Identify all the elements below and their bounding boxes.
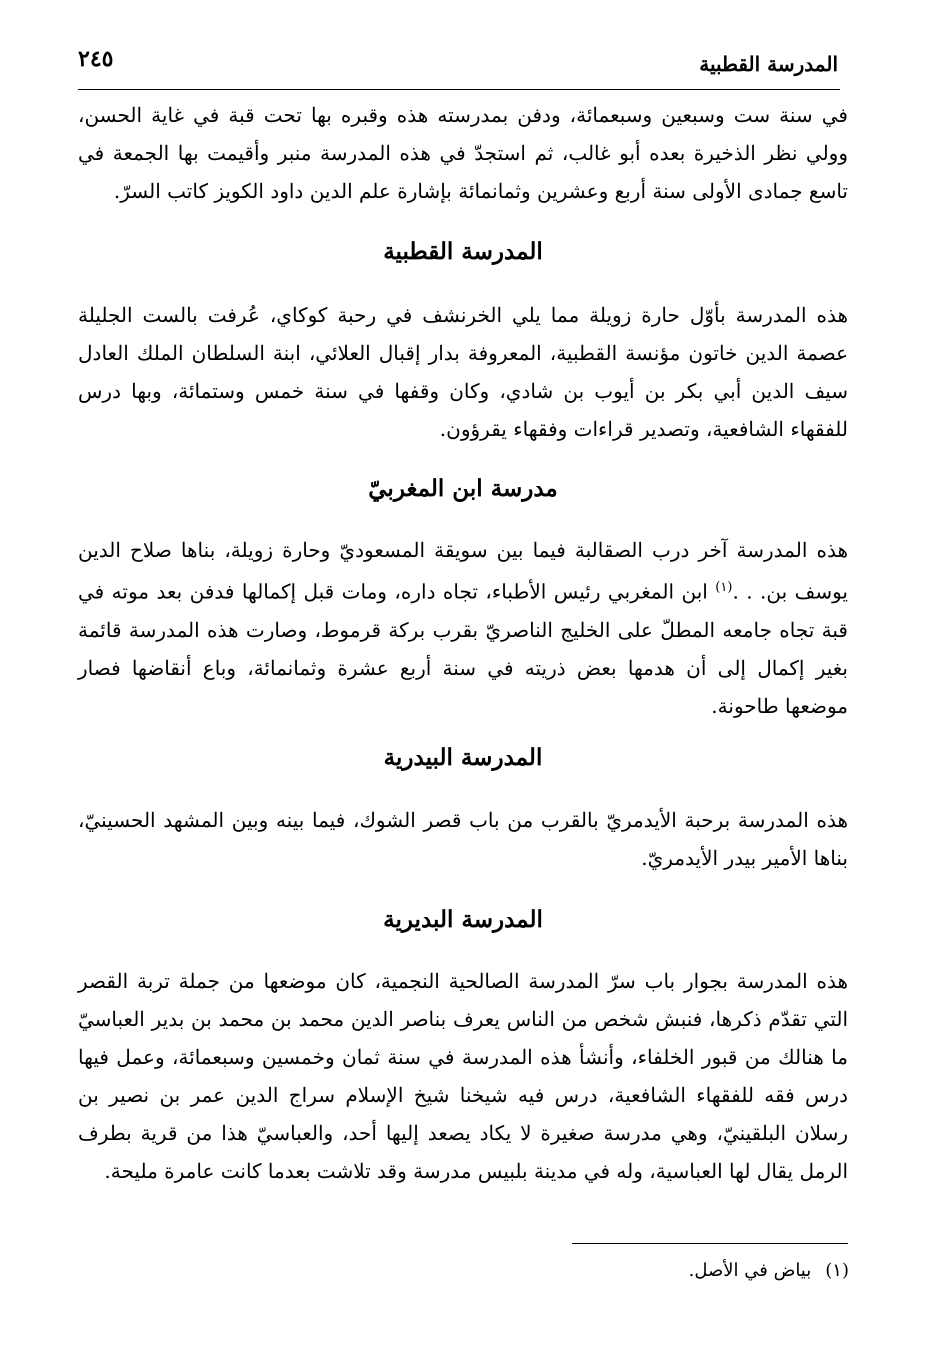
section-text-part-2: ابن المغربي رئيس الأطباء، تجاه داره، ومات قبل إكمالها فدفن بعد موته في قبة تجاه جامعه المطلّ على الخليج الناصريّ بقرب بركة قرموط، وصارت هذه المدرسة قائمة بغير إكمال إلى أن هدمها بعض ذريته في سنة أربع عشرة وثمانمائة، وباع أنقاضها فصار موضعها طاحونة. xyxy=(78,579,848,718)
footnote-text: بياض في الأصل. xyxy=(688,1260,812,1281)
section-text-qutbiyya: هذه المدرسة بأوّل حارة زويلة مما يلي الخرنشف في رحبة كوكاي، عُرفت بالست الجليلة عصمة الدين خاتون مؤنسة القطبية، المعروفة بدار إقبال العلائي، ابنة السلطان الملك العادل سيف الدين أبي بكر بن أيوب بن شادي، وكان وقفها في سنة خمس وستمائة، وبها درس للفقهاء الشافعية، وتصدير قراءات وفقهاء يقرؤون. xyxy=(78,303,848,441)
section-title-qutbiyya: المدرسة القطبية xyxy=(383,238,543,265)
section-text-part-1: هذه المدرسة آخر درب الصقالبة فيما بين سويقة المسعوديّ وحارة زويلة، بناها صلاح الدين يوسف بن. . . xyxy=(78,538,848,604)
footnote xyxy=(689,1260,849,1281)
section-text-badiriyya: هذه المدرسة بجوار باب سرّ المدرسة الصالحية النجمية، كان موضعها من جملة تربة القصر التي تقدّم ذكرها، فنبش شخص من الناس يعرف بناصر الدين محمد بن محمد بن بدير العباسيّ ما هنالك من قبور الخلفاء، وأنشأ هذه المدرسة في سنة ثمان وخمسين وسبعمائة، وعمل فيها درس فقه للفقهاء الشافعية، درس فيه شيخنا شيخ الإسلام سراج الدين عمر بن نصير بن رسلان البلقينيّ، وهي مدرسة صغيرة لا يكاد يصعد إليها أحد، والعباسيّ هذا من قرية بطرف الرمل يقال لها العباسية، وله في مدينة بلبيس مدرسة وقد تلاشت بعدما كانت عامرة مليحة. xyxy=(78,969,848,1183)
intro-paragraph: في سنة ست وسبعين وسبعمائة، ودفن بمدرسته هذه وقبره بها تحت قبة في غاية الحسن، وولي نظر الذخيرة بعده أبو غالب، ثم استجدّ في هذه المدرسة منبر وأقيمت بها الجمعة في تاسع جمادى الأولى سنة أربع وعشرين وثمانمائة بإشارة علم الدين داود الكويز كاتب السرّ. xyxy=(78,103,848,203)
section-text-ibn-al-maghribi xyxy=(78,531,848,725)
footnote-number: (١) xyxy=(825,1260,849,1281)
header-rule xyxy=(78,89,840,90)
page-number: ٢٤٥ xyxy=(78,46,114,72)
footnote-rule xyxy=(572,1243,848,1244)
page-header xyxy=(78,44,838,84)
running-title: المدرسة القطبية xyxy=(699,52,838,76)
section-text-baydariyya: هذه المدرسة برحبة الأيدمريّ بالقرب من باب قصر الشوك، فيما بينه وبين المشهد الحسينيّ، بناها الأمير بيدر الأيدمريّ. xyxy=(78,808,848,870)
section-title-ibn-al-maghribi: مدرسة ابن المغربيّ xyxy=(368,475,558,502)
section-title-badiriyya: المدرسة البديرية xyxy=(383,906,543,933)
section-title-baydariyya: المدرسة البيدرية xyxy=(383,744,543,771)
footnote-reference: (١) xyxy=(715,580,733,595)
